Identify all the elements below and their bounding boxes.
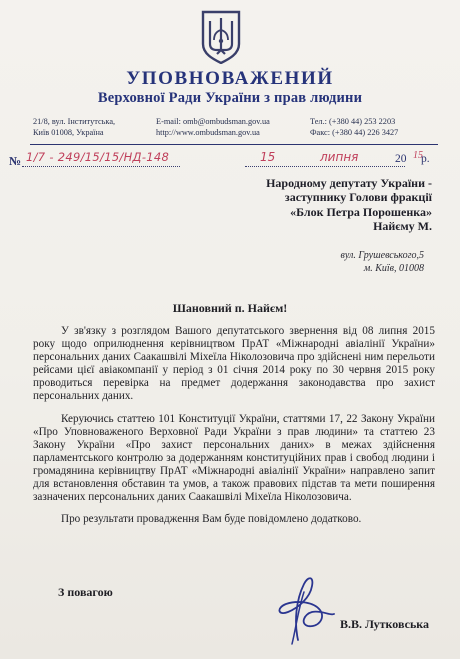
letter-body <box>33 325 435 526</box>
trident-coat-of-arms-icon <box>201 10 241 64</box>
reference-number-line <box>22 166 180 167</box>
recipient-street: вул. Грушевського,5 <box>340 250 424 261</box>
signer-name: В.В. Лутковська <box>340 617 430 631</box>
recipient-city: м. Київ, 01008 <box>363 262 424 274</box>
handwritten-signature <box>268 570 338 648</box>
date-line <box>245 166 405 167</box>
body-paragraph-2: Керуючись статтею 101 Конституції України, статтями 17, 22 Закону України «Про Уповноваженого Верховної Ради України з прав людини» та статтею 23 Закону України «Про захист персональних даних» в межах здійснення парламентського контролю за додержанням конституційних прав і свобод людини і громадянина керівництву ПрАТ «Міжнародні авіалінії України» направлено запит для встановлення обставин та умов, а також правових підстав та мети поширення зазначених персональних даних Саакашвілі Міхеїла Ніколозовича. <box>33 412 435 504</box>
date-year: 15 <box>413 150 423 161</box>
closing: З повагою <box>58 585 113 599</box>
address-line-2: Київ 01008, Україна <box>33 127 104 137</box>
recipient-address <box>341 250 424 275</box>
org-fax: Факс: (+380 44) 226 3427 <box>310 127 399 137</box>
org-phone: Тел.: (+380 44) 253 2203 <box>310 117 396 126</box>
letterhead-divider <box>30 144 438 145</box>
date-year-suffix: р. <box>421 153 430 165</box>
org-email: E-mail: omb@ombudsman.gov.ua <box>156 117 270 126</box>
address-line-1: 21/8, вул. Інститутська, <box>33 117 116 126</box>
reference-number: 1/7 - 249/15/15/НД-148 <box>26 150 170 164</box>
salutation: Шановний п. Найєм! <box>172 301 288 315</box>
org-title: УПОВНОВАЖЕНИЙ <box>126 68 334 89</box>
recipient-name: Найєму М. <box>373 219 432 234</box>
recipient-line-1: Народному депутату України - <box>266 176 432 190</box>
date-day: 15 <box>260 150 276 164</box>
org-address <box>33 117 163 138</box>
date-year-prefix: 20 <box>395 153 407 165</box>
recipient-block <box>266 176 432 234</box>
org-subtitle: Верховної Ради України з прав людини <box>97 90 363 106</box>
recipient-line-3: «Блок Петра Порошенка» <box>290 204 432 219</box>
body-paragraph-3: Про результати провадження Вам буде повідомлено додатково. <box>61 513 362 526</box>
recipient-line-2: заступнику Голови фракції <box>284 190 432 205</box>
org-contacts-phone <box>310 117 440 138</box>
org-website: http://www.ombudsman.gov.ua <box>156 127 260 137</box>
date-month: липня <box>320 150 359 164</box>
reference-number-label: № <box>9 154 22 168</box>
body-paragraph-1: У зв'язку з розглядом Вашого депутатського звернення від 08 липня 2015 року щодо оприлюднення керівництвом ПрАТ «Міжнародні авіалінії України» персональних даних Саакашвілі Міхеїла Ніколозовича про здійснені ним перельоти рейсами цієї авіакомпанії у період з 01 січня 2014 року по 30 червня 2015 року проводиться перевірка на предмет додержання законодавства про захист персональних даних. <box>33 325 435 403</box>
org-contacts-web <box>156 117 316 138</box>
